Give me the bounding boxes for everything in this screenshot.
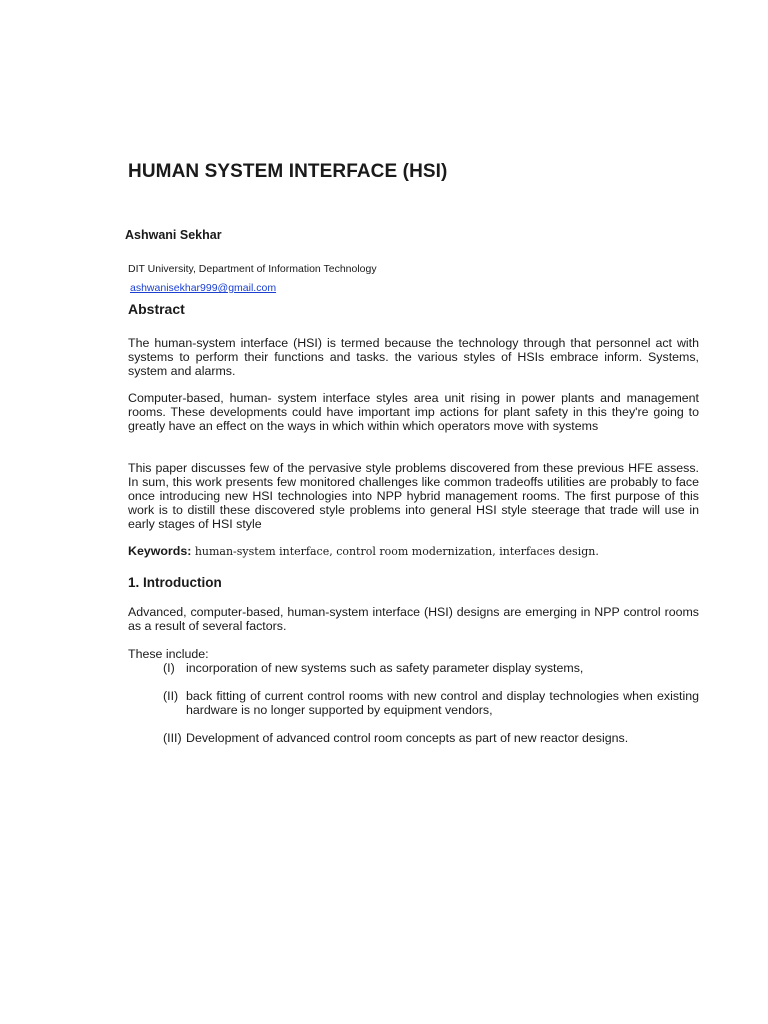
keywords-label: Keywords:	[128, 544, 192, 558]
keywords-text-a: human-system interface,	[194, 545, 333, 558]
paper-title: HUMAN SYSTEM INTERFACE (HSI)	[128, 161, 448, 182]
introduction-list	[163, 731, 699, 745]
list-item	[163, 689, 699, 717]
list-item	[163, 731, 699, 745]
list-item	[163, 661, 699, 675]
abstract-paragraph: This paper discusses few of the pervasive style problems discovered from these previous HFE assess. In sum, this work presents few monitored challenges like common tradeoffs utilities are probably to face once introducing new HSI technologies into NPP hybrid management rooms. The first purpose of this work is to distill these discovered style problems into general HSI style steerage that trade will use in early stages of HSI style	[128, 461, 699, 531]
abstract-paragraph: The human-system interface (HSI) is termed because the technology through that personnel act with systems to perform their functions and tasks. the various styles of HSIs embrace inform. Systems, system and alarms.	[128, 336, 699, 378]
list-item-number: (II)	[163, 689, 179, 703]
introduction-paragraph: Advanced, computer-based, human-system interface (HSI) designs are emerging in NPP control rooms as a result of several factors.	[128, 605, 699, 633]
introduction-lead: These include:	[128, 647, 209, 661]
author-affiliation: DIT University, Department of Information Technology	[128, 263, 377, 275]
author-email-link[interactable]: ashwanisekhar999@gmail.com	[130, 282, 277, 294]
keywords-line	[128, 544, 699, 558]
abstract-heading: Abstract	[128, 301, 185, 317]
list-item-text: incorporation of new systems such as safety parameter display systems,	[186, 661, 584, 675]
list-item-number: (III)	[163, 731, 182, 745]
list-item-text: back fitting of current control rooms with new control and display technologies when existing hardware is no longer supported by equipment vendors,	[186, 689, 699, 717]
keywords-text-b: control room modernization, interfaces design.	[336, 545, 599, 558]
abstract-paragraph: Computer-based, human- system interface styles area unit rising in power plants and management rooms. These developments could have important imp actions for plant safety in this they're going to greatly have an effect on the ways in which within which operators move with systems	[128, 391, 699, 433]
introduction-list	[163, 661, 699, 675]
introduction-list	[163, 689, 699, 717]
list-item-number: (I)	[163, 661, 175, 675]
list-item-text: Development of advanced control room concepts as part of new reactor designs.	[186, 731, 629, 745]
author-name: Ashwani Sekhar	[125, 228, 222, 242]
introduction-heading: 1. Introduction	[128, 575, 222, 590]
